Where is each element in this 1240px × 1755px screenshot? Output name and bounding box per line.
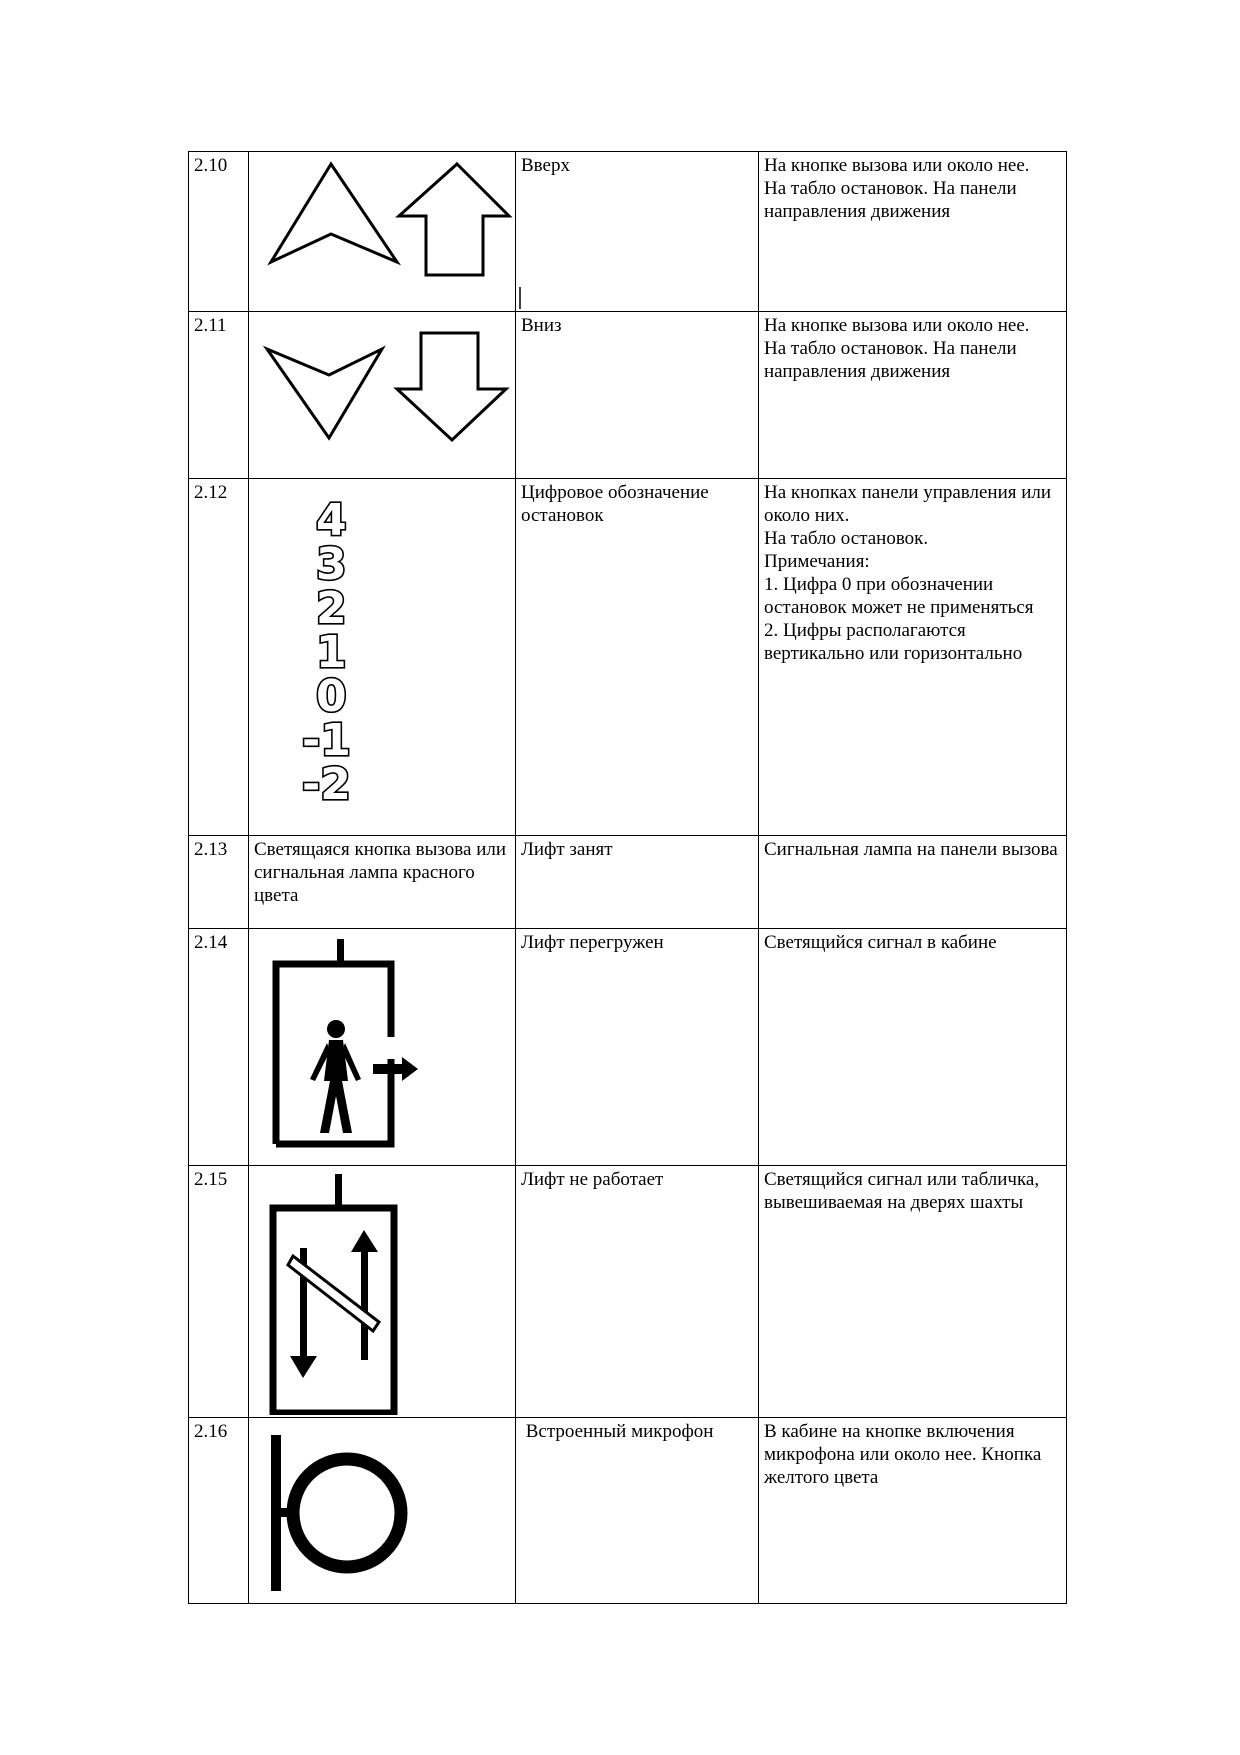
floor-digit: 4: [316, 495, 347, 546]
floor-digit: 1: [316, 627, 347, 678]
symbol-placement: На кнопке вызова или около нее. На табло остановок. На панели направления движения: [759, 312, 1067, 479]
down-arrows-icon: [254, 314, 521, 476]
table-row: [189, 312, 1067, 479]
symbol-cell: [249, 929, 516, 1166]
table-row: [189, 929, 1067, 1166]
symbol-name: Лифт перегружен: [516, 929, 759, 1166]
symbol-placement: Светящийся сигнал или табличка, вывешиваемая на дверях шахты: [759, 1166, 1067, 1418]
table-row: [189, 836, 1067, 929]
symbol-name: Встроенный микрофон: [516, 1418, 759, 1604]
symbol-cell: [249, 152, 516, 312]
row-number: 2.16: [189, 1418, 249, 1604]
floor-digit: 2: [316, 583, 347, 634]
overloaded-lift-icon: [254, 931, 521, 1163]
row-number: 2.15: [189, 1166, 249, 1418]
row-number: 2.14: [189, 929, 249, 1166]
symbol-cell: [249, 479, 516, 836]
floor-digit: -2: [302, 759, 351, 810]
symbol-placement: На кнопках панели управления или около них. На табло остановок. Примечания: 1. Цифра 0 при обозначении остановок может не применяться 2. Цифры располагаются вертикально или горизонтально: [759, 479, 1067, 836]
symbol-name: Вверх: [516, 152, 759, 312]
symbol-placement: Сигнальная лампа на панели вызова: [759, 836, 1067, 929]
symbols-table: [188, 151, 1067, 1604]
row-number: 2.11: [189, 312, 249, 479]
symbol-placement: Светящийся сигнал в кабине: [759, 929, 1067, 1166]
table-row: [189, 152, 1067, 312]
symbol-cell: [249, 1166, 516, 1418]
lift-out-of-service-icon: [254, 1168, 521, 1415]
up-arrows-icon: [254, 154, 521, 309]
symbol-name: Лифт занят: [516, 836, 759, 929]
floor-digits-icon: [254, 481, 521, 833]
symbol-placement: На кнопке вызова или около нее. На табло остановок. На панели направления движения: [759, 152, 1067, 312]
floor-digit: 3: [316, 539, 347, 590]
symbol-description: Светящаяся кнопка вызова или сигнальная лампа красного цвета: [249, 836, 516, 929]
symbol-name: Вниз: [516, 312, 759, 479]
symbol-name: Лифт не работает: [516, 1166, 759, 1418]
symbol-cell: [249, 312, 516, 479]
table-row: [189, 1418, 1067, 1604]
symbol-name: Цифровое обозначение остановок: [516, 479, 759, 836]
symbol-placement: В кабине на кнопке включения микрофона или около нее. Кнопка желтого цвета: [759, 1418, 1067, 1604]
row-number: 2.13: [189, 836, 249, 929]
symbol-cell: [249, 1418, 516, 1604]
row-number: 2.12: [189, 479, 249, 836]
floor-digit: -1: [302, 715, 351, 766]
table-row: [189, 1166, 1067, 1418]
microphone-icon: [254, 1420, 521, 1601]
row-number: 2.10: [189, 152, 249, 312]
table-row: [189, 479, 1067, 836]
floor-digit: 0: [316, 671, 347, 722]
